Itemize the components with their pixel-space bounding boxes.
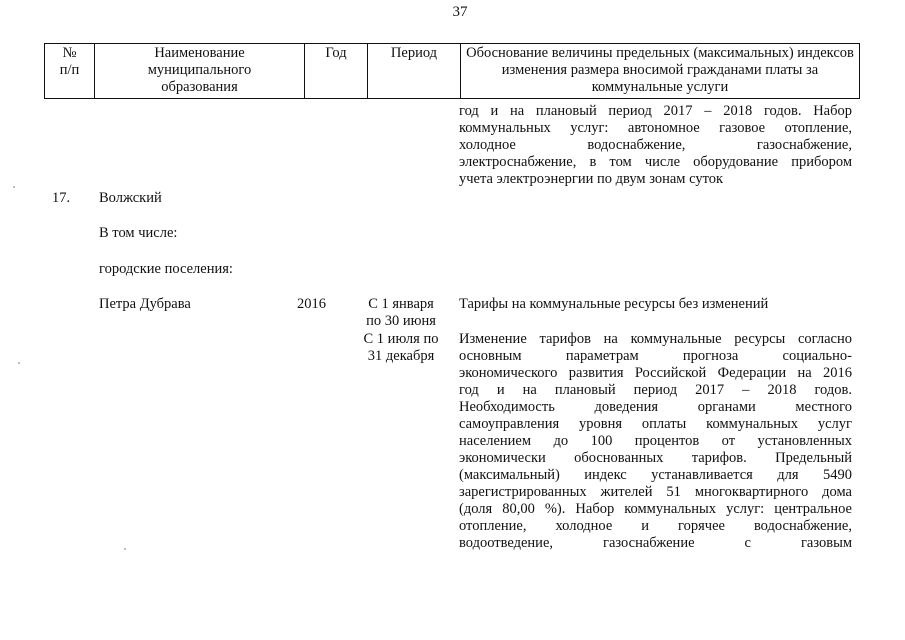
header-num: № п/п <box>45 44 95 99</box>
continuation-line: год и на плановый период 2017 – 2018 годов. Набор <box>459 103 852 119</box>
basis-line: зарегистрированных жителей 51 многоквартирного дома <box>459 484 852 500</box>
header-period: Период <box>368 44 461 99</box>
scan-speck <box>124 548 126 550</box>
scan-speck <box>13 186 15 188</box>
basis-line: год и на плановый период 2017 – 2018 годов. <box>459 382 852 398</box>
basis-line: водоотведение, газоснабжение с газовым <box>459 535 852 551</box>
row-number: 17. <box>52 190 71 206</box>
basis-first-half: Тарифы на коммунальные ресурсы без изменений <box>459 296 769 312</box>
continuation-text <box>459 103 852 188</box>
urban-settlements-label: городские поселения: <box>99 261 233 277</box>
continuation-line: учета электроэнергии по двум зонам суток <box>459 171 724 187</box>
continuation-line: коммунальных услуг: автономное газовое отопление, <box>459 120 852 136</box>
municipality-name: Волжский <box>99 190 162 206</box>
period-first-half: С 1 января по 30 июня <box>366 296 436 329</box>
period-second-half: С 1 июля по 31 декабря <box>363 331 439 364</box>
basis-line: (максимальный) индекс устанавливается для 5490 <box>459 467 852 483</box>
scan-speck <box>18 362 20 364</box>
basis-line: экономического развития Российской Федерации на 2016 <box>459 365 852 381</box>
page-number: 37 <box>452 4 468 20</box>
header-basis: Обоснование величины предельных (максимальных) индексов изменения размера вносимой гражданами платы за коммунальные услуги <box>461 44 860 99</box>
continuation-line: электроснабжение, в том числе оборудование прибором <box>459 154 852 170</box>
continuation-line: холодное водоснабжение, газоснабжение, <box>459 137 852 153</box>
table-header <box>44 43 860 99</box>
basis-line: самоуправления уровня оплаты коммунальных услуг <box>459 416 852 432</box>
basis-line: основным параметрам прогноза социально- <box>459 348 852 364</box>
basis-second-half <box>459 331 852 552</box>
header-year: Год <box>305 44 368 99</box>
basis-line: населением до 100 процентов от установленных <box>459 433 852 449</box>
basis-line: отопление, холодное и горячее водоснабжение, <box>459 518 852 534</box>
settlement-name: Петра Дубрава <box>99 296 191 312</box>
header-name: Наименование муниципального образования <box>95 44 305 99</box>
basis-line: экономически обоснованных тарифов. Предельный <box>459 450 852 466</box>
basis-line: Изменение тарифов на коммунальные ресурсы согласно <box>459 331 852 347</box>
including-label: В том числе: <box>99 225 178 241</box>
settlement-year: 2016 <box>297 296 326 312</box>
basis-line: (доля 80,00 %). Набор коммунальных услуг: центральное <box>459 501 852 517</box>
basis-line: Необходимость доведения органами местного <box>459 399 852 415</box>
